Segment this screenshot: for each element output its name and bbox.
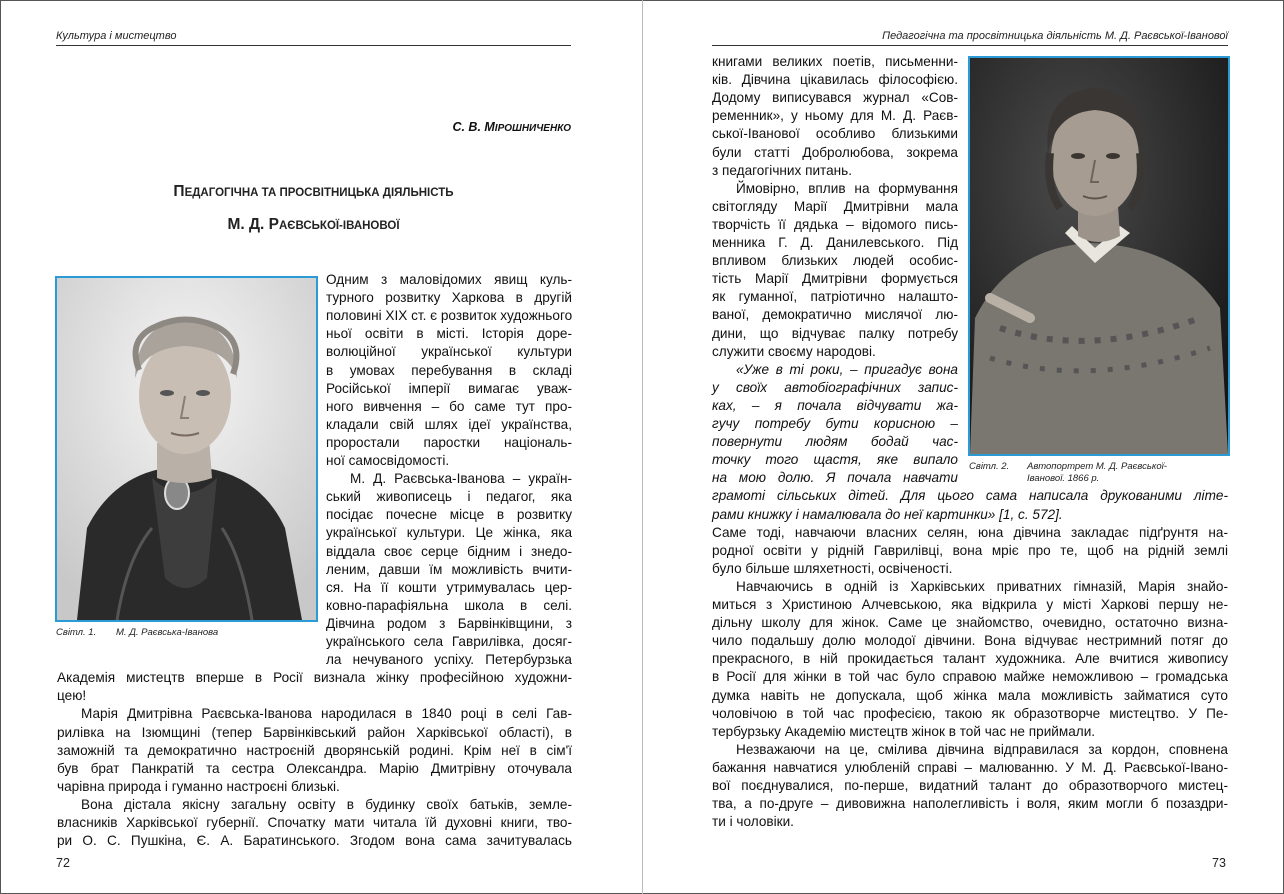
- text-line: рилівка на Ізюмщині (тепер Барвінківський район Харківської області), в: [57, 724, 572, 740]
- text-line: ках, – я почала відчувати жа-: [712, 397, 958, 413]
- portrait-illustration-2: [970, 58, 1228, 454]
- text-line: повернути людям бодай час-: [712, 434, 958, 450]
- right-page-number: 73: [1212, 856, 1226, 870]
- text-line: волюційної української культури: [326, 344, 572, 360]
- text-line: Марія Дмитрівна Раєвська-Іванова народилася в 1840 році в селі Гав-: [81, 706, 572, 722]
- portrait-photo-1: [55, 276, 318, 622]
- text-line: Навчаючись в одній із Харківських приватних гімназій, Марія знайо-: [736, 578, 1228, 594]
- text-line: Ймовірно, вплив на формування: [736, 180, 958, 196]
- text-line: ковно-парафіяльна школа в селі.: [326, 597, 572, 613]
- text-line: Дівчина родом з Барвінківщини, з: [326, 615, 572, 631]
- text-line: Одним з маловідомих явищ куль-: [326, 272, 572, 287]
- text-line: віддала своє серце бідним і знедо-: [326, 543, 572, 559]
- text-line: чило подальшу долю молодої дівчини. Вона відчуває нестримний потяг до: [712, 633, 1228, 649]
- text-line: заможній та демократично настроєній дворянській родині. Крім неї в сім'ї: [57, 742, 572, 758]
- text-line: було більше шляхетності, освіченості.: [712, 560, 953, 576]
- text-line: думка навіть не допускала, щоб жінка мала можливість займатися суто: [712, 687, 1228, 703]
- text-line: у своїх автобіографічних запис-: [712, 379, 958, 395]
- article-title-line-1: ПЕДАГОГІЧНА ТА ПРОСВІТНИЦЬКА ДІЯЛЬНІСТЬ: [173, 183, 454, 200]
- text-line: української культури. Це жінка, яка: [326, 525, 572, 541]
- text-line: власників Харківської губернії. Спочатку мати читала їй духовні книги, тво-: [57, 815, 572, 830]
- figure-1-caption: М. Д. Раєвська-Іванова: [116, 627, 219, 638]
- figure-2-caption-number: Світл. 2.: [969, 461, 1010, 472]
- left-running-header: Культура і мистецтво: [56, 30, 177, 42]
- right-header-rule: [712, 45, 1228, 46]
- portrait-illustration-1: [57, 278, 316, 620]
- text-line: леним, давши їм можливість вчити-: [326, 561, 572, 577]
- text-line: служити своєму народові.: [712, 343, 876, 359]
- text-line: цею!: [57, 688, 87, 704]
- text-line: чарівна природа і гуманно настроєні близькі.: [57, 778, 340, 794]
- text-line: тість Марії Дмитрівни формується: [712, 271, 958, 287]
- text-line: точку того щастя, яке випало: [712, 452, 958, 468]
- text-line: ного вивчення – бо саме тут про-: [326, 398, 572, 414]
- text-line: прекрасного, в ній прокидається талант художника. Але вчитися живопису: [712, 651, 1228, 667]
- text-line: дільну школу для жінок. Саме це знайомство, очевидно, остаточно визна-: [712, 615, 1228, 631]
- text-line: ременник», у ньому для М. Д. Раєв-: [712, 108, 958, 124]
- left-page-number: 72: [56, 856, 70, 870]
- text-line: Академія мистецтв вперше в Росії визнала жінку професійною художни-: [57, 670, 572, 686]
- text-line: миться з Христиною Алчевською, яка відкрила у місті Харкові першу не-: [712, 597, 1228, 612]
- article-title-line-2: М. Д. РАЄВСЬКОЇ-ІВАНОВОЇ: [227, 216, 400, 233]
- text-line: М. Д. Раєвська-Іванова – україн-: [350, 471, 572, 487]
- right-running-header: Педагогічна та просвітницька діяльність М. Д. Раєвської-Іванової: [882, 30, 1228, 42]
- text-line: проростали паростки національ-: [326, 434, 572, 450]
- text-line: грамоті сільських дітей. Для цього сама написала друкованими літе-: [712, 488, 1228, 504]
- text-line: посідає почесне місце в розвитку: [326, 507, 572, 523]
- text-line: турного розвитку Харкова в другій: [326, 290, 572, 306]
- text-line: ської-Іванової особливо близькими: [712, 126, 958, 142]
- figure-2-caption-line-2: Іванової. 1866 р.: [1027, 473, 1100, 484]
- text-line: ків. Дівчина цікавилась філософією.: [712, 72, 958, 88]
- text-line: ньої освіти в місті. Історія доре-: [326, 326, 572, 342]
- text-line: тербурзьку Академію мистецтв жінок в той час не приймали.: [712, 723, 1096, 739]
- text-line: ла нечуваного успіху. Петербурзька: [326, 652, 572, 668]
- text-line: книгами великих поетів, письменни-: [712, 54, 958, 69]
- text-line: впливом близьких людей особис-: [712, 253, 958, 269]
- text-line: гучу потребу бути корисною –: [712, 416, 958, 431]
- text-line: вої поєднувалися, по-перше, видатний талант до образотворчого мистец-: [712, 778, 1228, 793]
- text-line: ський живописець і педагог, яка: [326, 489, 572, 505]
- text-line: ної самосвідомості.: [326, 453, 450, 468]
- text-line: як гуманної, патріотично налашто-: [712, 289, 958, 305]
- text-line: творчість її дядька – відомого пись-: [712, 216, 958, 232]
- text-line: дини, що відчуває палку потребу: [712, 325, 958, 341]
- text-line: ся. На її кошти утримувалась цер-: [326, 579, 572, 595]
- text-line: половині ХІХ ст. є розвиток художнього: [326, 308, 573, 324]
- text-line: кладали свій шлях ідеї українства,: [326, 416, 572, 432]
- portrait-photo-2: [968, 56, 1230, 456]
- text-line: менника Г. Д. Данилевського. Під: [712, 235, 958, 250]
- left-header-rule: [56, 45, 571, 46]
- text-line: з педагогічних питань.: [712, 162, 853, 178]
- text-line: Саме тоді, навчаючи власних селян, юна дівчина закладає підґрунтя на-: [712, 524, 1228, 540]
- figure-1-caption-number: Світл. 1.: [56, 627, 97, 638]
- text-line: рами книжку і намалювала до неї картинки» [1, с. 572].: [712, 506, 1063, 522]
- text-line: чоловічою в той час професією, такою як образотворче мистецтво. У Пе-: [712, 705, 1228, 721]
- text-line: в Росії для жінки в той час було справою майже неможливою – громадська: [712, 669, 1228, 685]
- text-line: родної освіти у рідній Гаврилівці, вона мріє про те, щоб на рідній землі: [712, 542, 1228, 558]
- text-line: в умовах перебування в складі: [326, 362, 572, 378]
- text-line: ри О. С. Пушкіна, Є. А. Баратинського. Згодом вона сама зачитувалась: [57, 833, 572, 849]
- text-line: українського села Гаврилівка, досяг-: [326, 634, 572, 649]
- author-name: С. В. МІРОШНИЧЕНКО: [452, 120, 571, 134]
- text-line: ти і чоловіки.: [712, 814, 794, 830]
- text-line: на мою долю. Я почала навчати: [712, 470, 958, 486]
- figure-2-caption-line-1: Автопортрет М. Д. Раєвської-: [1027, 461, 1167, 472]
- text-line: був брат Панкратій та сестра Олександра. Марію Дмитрівну оточувала: [57, 760, 572, 776]
- text-line: бажання навчатися улюбленій справі – малюванню. У М. Д. Раєвської-Івано-: [712, 759, 1228, 775]
- text-line: світогляду Марії Дмитрівни мала: [712, 198, 958, 214]
- text-line: Російської імперії вимагає уваж-: [326, 380, 572, 396]
- text-line: «Уже в ті роки, – пригадує вона: [736, 361, 958, 377]
- text-line: Додому виписувався журнал «Сов-: [712, 90, 958, 106]
- text-line: Незважаючи на це, смілива дівчина відправилася за кордон, сповнена: [736, 741, 1228, 757]
- text-line: ваної, демократично мислячої лю-: [712, 307, 958, 323]
- text-line: тва, а по-друге – дивовижна наполегливість і воля, яким могли б позаздри-: [712, 796, 1228, 812]
- text-line: Вона дістала якісну загальну освіту в будинку своїх батьків, земле-: [81, 796, 572, 812]
- book-spine: [642, 0, 643, 894]
- text-line: були статті Добролюбова, зокрема: [712, 144, 958, 160]
